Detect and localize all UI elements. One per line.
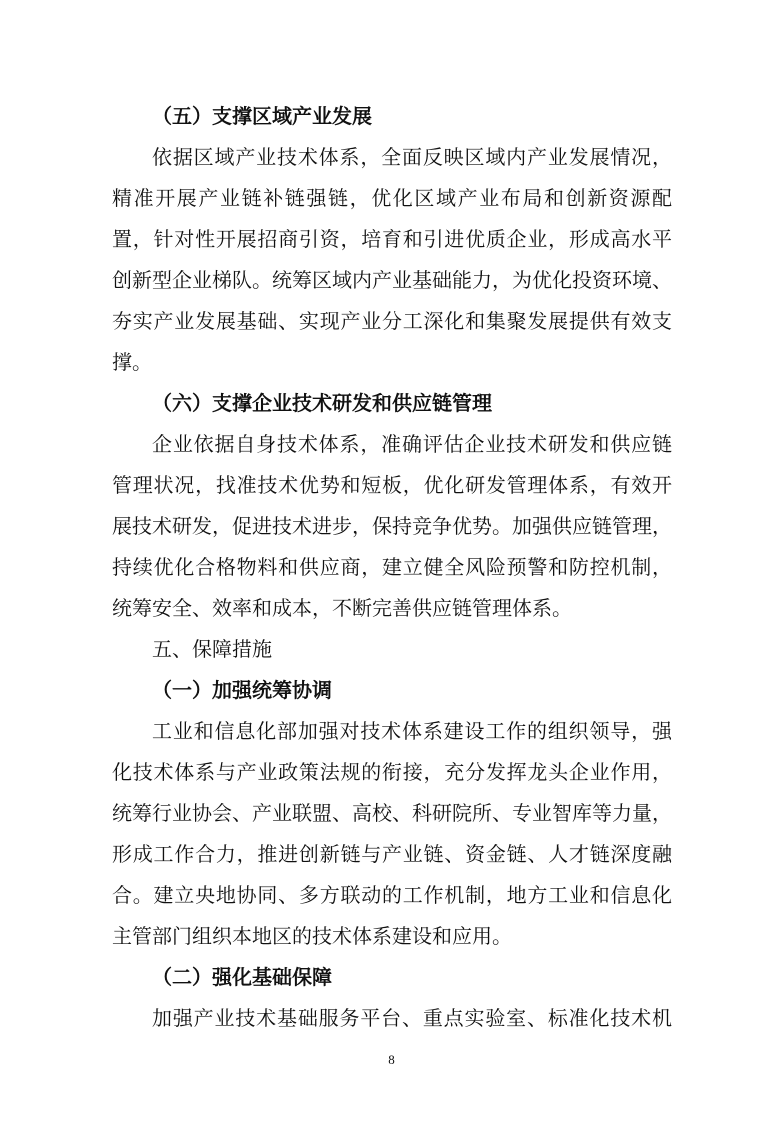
paragraph-line: 化技术体系与产业政策法规的衔接，充分发挥龙头企业作用， — [112, 760, 672, 784]
subsection-heading-2: （二）强化基础保障 — [152, 965, 332, 989]
paragraph-line: 主管部门组织本地区的技术体系建设和应用。 — [112, 924, 512, 948]
section-heading-6: （六）支撑企业技术研发和供应链管理 — [152, 391, 492, 415]
paragraph-line: 依据区域产业技术体系，全面反映区域内产业发展情况， — [152, 145, 672, 169]
subsection-heading-1: （一）加强统筹协调 — [152, 678, 332, 702]
paragraph-line: 精准开展产业链补链强链，优化区域产业布局和创新资源配 — [112, 186, 672, 210]
paragraph-line: 工业和信息化部加强对技术体系建设工作的组织领导，强 — [152, 719, 672, 743]
paragraph-line: 展技术研发，促进技术进步，保持竞争优势。加强供应链管理， — [112, 514, 672, 538]
paragraph-line: 形成工作合力，推进创新链与产业链、资金链、人才链深度融 — [112, 842, 672, 866]
paragraph-line: 统筹安全、效率和成本，不断完善供应链管理体系。 — [112, 596, 572, 620]
section-heading-5: （五）支撑区域产业发展 — [152, 104, 372, 128]
chapter-heading-5: 五、保障措施 — [152, 637, 272, 661]
paragraph-line: 加强产业技术基础服务平台、重点实验室、标准化技术机 — [152, 1006, 672, 1030]
paragraph-line: 管理状况，找准技术优势和短板，优化研发管理体系，有效开 — [112, 473, 672, 497]
paragraph-line: 企业依据自身技术体系，准确评估企业技术研发和供应链 — [152, 432, 672, 456]
paragraph-line: 撑。 — [112, 350, 152, 374]
page-number: 8 — [388, 1052, 395, 1067]
document-body — [112, 96, 672, 1039]
paragraph-line: 合。建立央地协同、多方联动的工作机制，地方工业和信息化 — [112, 883, 672, 907]
paragraph-line: 置，针对性开展招商引资，培育和引进优质企业，形成高水平 — [112, 227, 672, 251]
paragraph-line: 创新型企业梯队。统筹区域内产业基础能力，为优化投资环境、 — [112, 268, 672, 292]
paragraph-line: 持续优化合格物料和供应商，建立健全风险预警和防控机制， — [112, 555, 672, 579]
paragraph-line: 统筹行业协会、产业联盟、高校、科研院所、专业智库等力量， — [112, 801, 672, 825]
paragraph-line: 夯实产业发展基础、实现产业分工深化和集聚发展提供有效支 — [112, 309, 672, 333]
